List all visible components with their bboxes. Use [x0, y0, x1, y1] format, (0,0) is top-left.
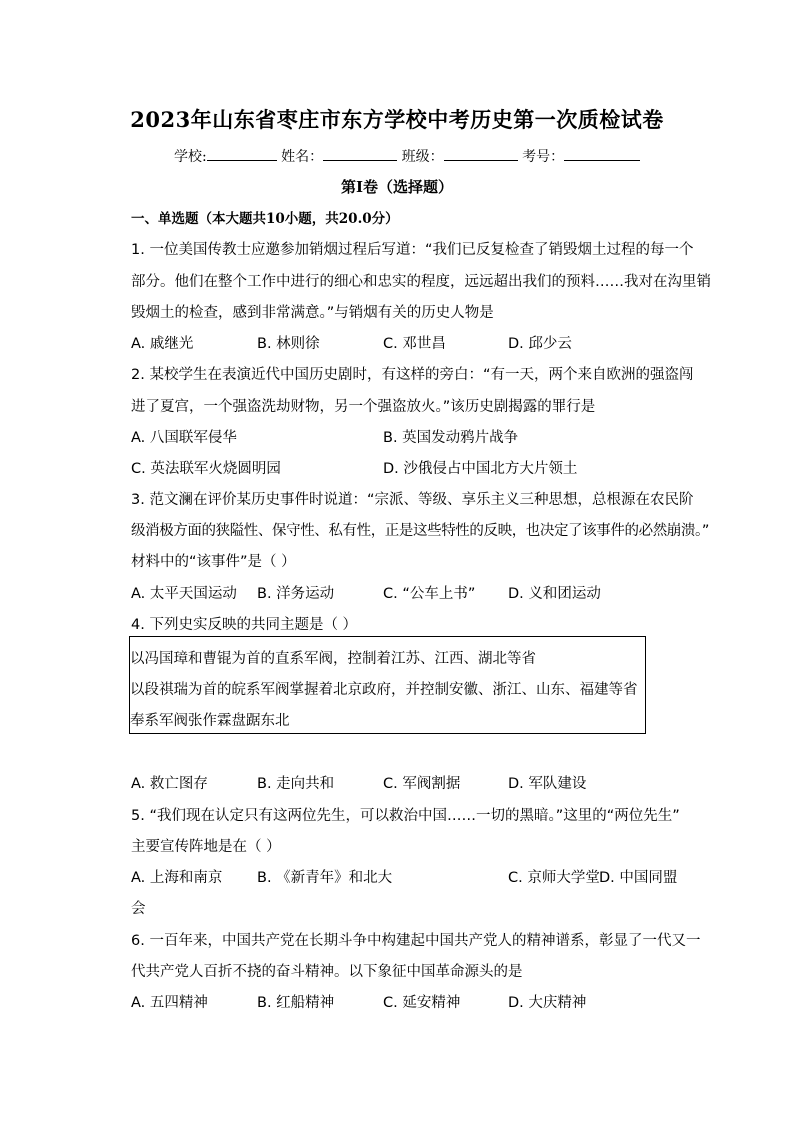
- q6-line-1: 6. 一百年来，中国共产党在长期斗争中构建起中国共产党人的精神谱系，彰显了一代又一: [131, 933, 701, 949]
- q1-option-d[interactable]: D. 邱少云: [508, 336, 572, 352]
- q6-option-b[interactable]: B. 红船精神: [257, 995, 335, 1011]
- name-label: 姓名：: [281, 149, 324, 165]
- q1-line-2: 部分。他们在整个工作中进行的细心和忠实的程度，远远超出我们的预料……我对在沟里销: [131, 274, 711, 290]
- school-label: 学校:: [174, 149, 207, 165]
- q6-option-d[interactable]: D. 大庆精神: [508, 995, 587, 1011]
- q5-option-d[interactable]: D. 中国同盟: [599, 870, 678, 886]
- q2-option-c[interactable]: C. 英法联军火烧圆明园: [131, 461, 281, 477]
- exam-title: 2023年山东省枣庄市东方学校中考历史第一次质检试卷: [130, 107, 664, 132]
- q3-option-b[interactable]: B. 洋务运动: [257, 586, 335, 602]
- q3-line-3: 材料中的“该事件”是（ ）: [131, 554, 296, 570]
- q6-option-c[interactable]: C. 延安精神: [383, 995, 461, 1011]
- q2-option-b[interactable]: B. 英国发动鸦片战争: [383, 430, 519, 446]
- q2-option-a[interactable]: A. 八国联军侵华: [131, 430, 237, 446]
- q3-option-d[interactable]: D. 义和团运动: [508, 586, 601, 602]
- q1-option-b[interactable]: B. 林则徐: [257, 336, 320, 352]
- q4-option-a[interactable]: A. 救亡图存: [131, 776, 208, 792]
- number-label: 考号：: [522, 149, 565, 165]
- q1-line-1: 1. 一位美国传教士应邀参加销烟过程后写道：“我们已反复检查了销毁烟土过程的每一个: [131, 242, 694, 258]
- q6-option-a[interactable]: A. 五四精神: [131, 995, 208, 1011]
- school-blank: [207, 146, 277, 161]
- q3-option-a[interactable]: A. 太平天国运动: [131, 586, 237, 602]
- q4-option-d[interactable]: D. 军队建设: [508, 776, 587, 792]
- q4-line-1: 4. 下列史实反映的共同主题是（ ）: [131, 617, 358, 633]
- q4-box-line-2: 以段祺瑞为首的皖系军阀掌握着北京政府，并控制安徽、浙江、山东、福建等省: [130, 682, 638, 698]
- q2-line-2: 进了夏宫，一个强盗洗劫财物，另一个强盗放火。”该历史剧揭露的罪行是: [131, 399, 596, 415]
- q5-option-d-continued: 会: [131, 901, 146, 917]
- q5-option-b[interactable]: B. 《新青年》和北大: [257, 870, 393, 886]
- q4-source-box: [129, 636, 646, 734]
- q5-option-a[interactable]: A. 上海和南京: [131, 870, 223, 886]
- part-title: 第I卷（选择题）: [340, 178, 454, 196]
- q2-line-1: 2. 某校学生在表演近代中国历史剧时，有这样的旁白：“有一天，两个来自欧洲的强盗闯: [131, 367, 694, 383]
- q5-line-2: 主要宣传阵地是在（ ）: [131, 839, 281, 855]
- q2-option-d[interactable]: D. 沙俄侵占中国北方大片领土: [383, 461, 578, 477]
- section-title: 一、单选题（本大题共10小题，共20.0分）: [131, 211, 399, 227]
- q3-option-c[interactable]: C. “公车上书”: [383, 586, 476, 602]
- q4-box-line-3: 奉系军阀张作霖盘踞东北: [130, 713, 290, 729]
- q5-option-c[interactable]: C. 京师大学堂: [508, 870, 600, 886]
- q1-line-3: 毁烟土的检查，感到非常满意。”与销烟有关的历史人物是: [131, 305, 494, 321]
- q5-line-1: 5. “我们现在认定只有这两位先生，可以救治中国……一切的黑暗。”这里的“两位先生”: [131, 808, 680, 824]
- class-label: 班级：: [401, 149, 444, 165]
- student-info-row: [174, 146, 640, 166]
- q6-line-2: 代共产党人百折不挠的奋斗精神。以下象征中国革命源头的是: [131, 964, 523, 980]
- name-blank: [323, 146, 397, 161]
- number-blank: [564, 146, 640, 161]
- q3-line-1: 3. 范文澜在评价某历史事件时说道：“宗派、等级、享乐主义三种思想，总根源在农民阶: [131, 492, 694, 508]
- q3-line-2: 级消极方面的狭隘性、保守性、私有性，正是这些特性的反映，也决定了该事件的必然崩溃。”: [131, 523, 709, 539]
- class-blank: [444, 146, 518, 161]
- q4-option-b[interactable]: B. 走向共和: [257, 776, 335, 792]
- q4-option-c[interactable]: C. 军阀割据: [383, 776, 461, 792]
- q4-box-line-1: 以冯国璋和曹锟为首的直系军阀，控制着江苏、江西、湖北等省: [130, 651, 536, 667]
- q1-option-a[interactable]: A. 戚继光: [131, 336, 194, 352]
- q1-option-c[interactable]: C. 邓世昌: [383, 336, 446, 352]
